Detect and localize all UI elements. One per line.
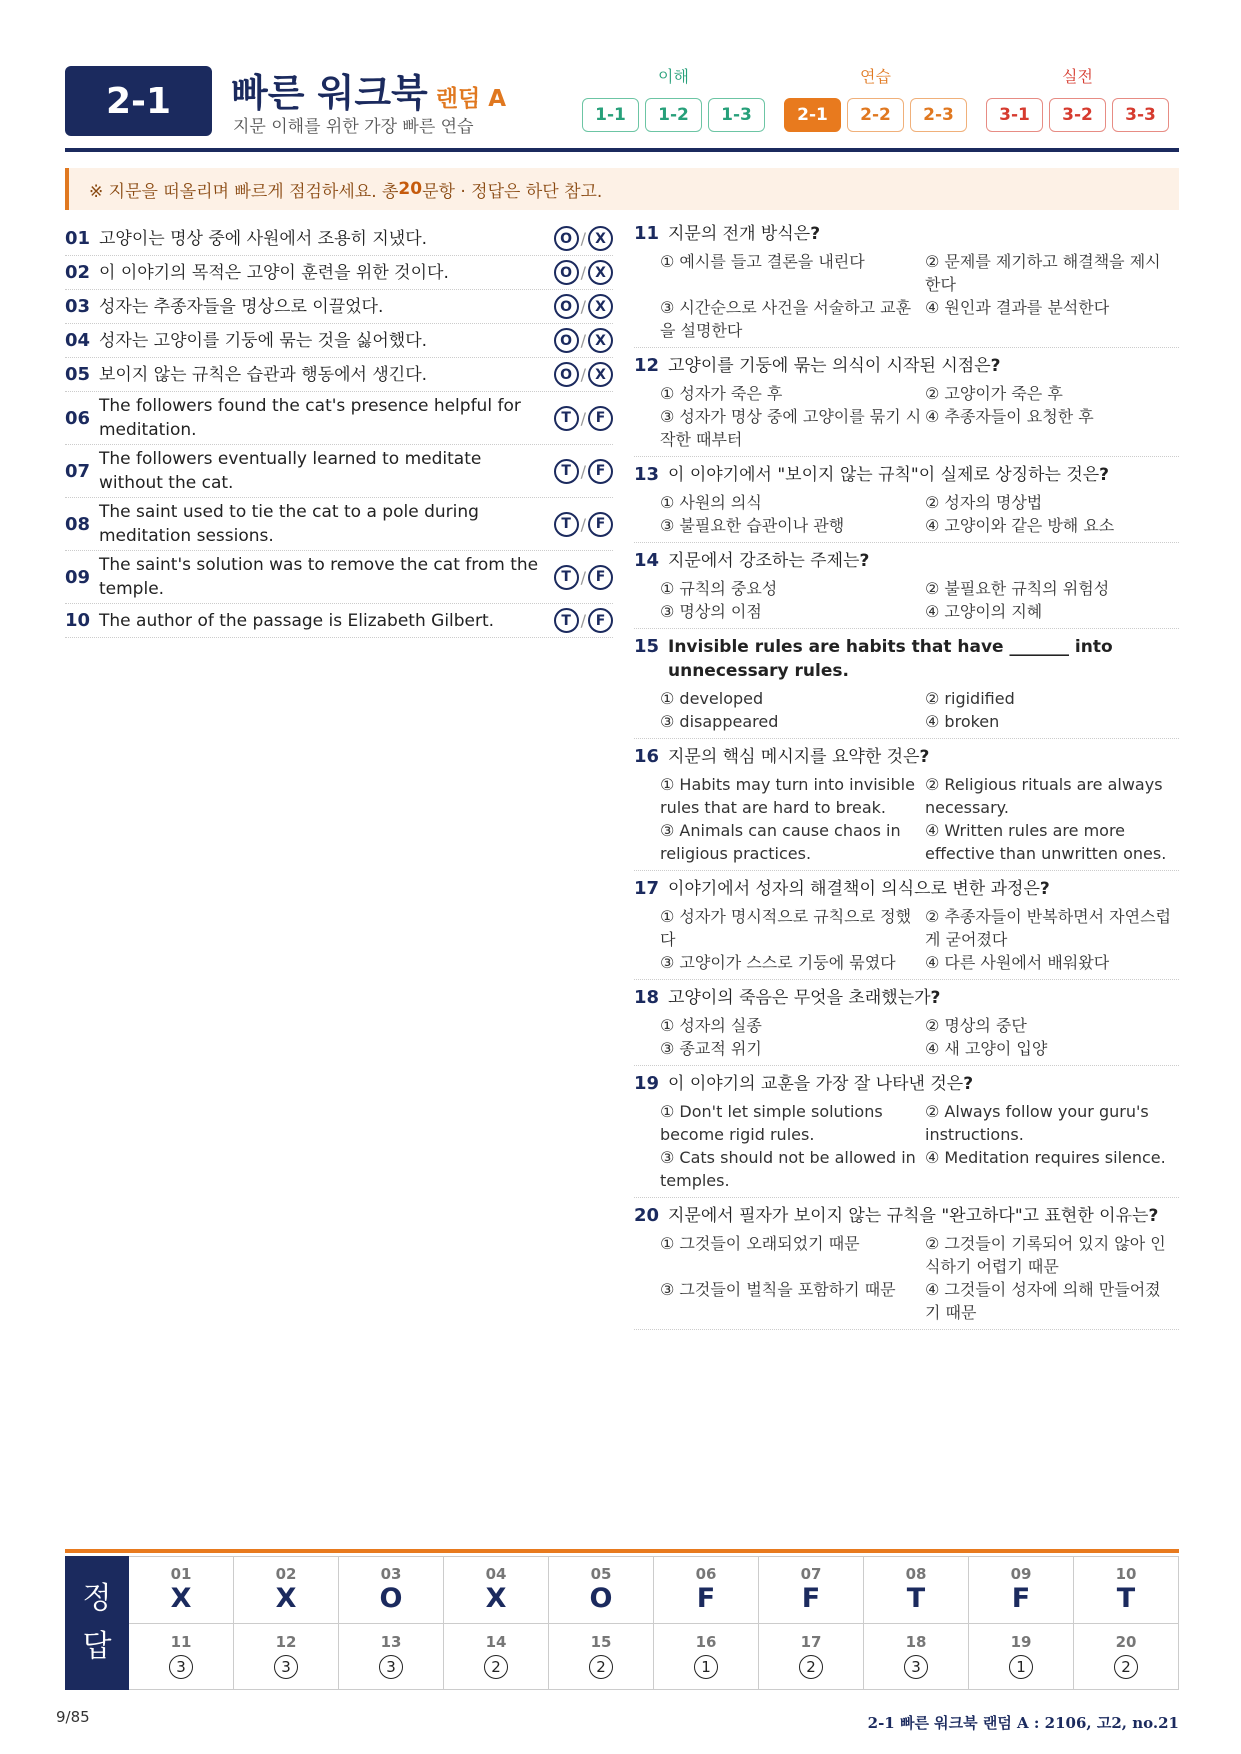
answer-option[interactable]: ① Habits may turn into invisible rules that are hard to break. [660,775,915,817]
answer-option[interactable]: ④ 고양이의 지혜 [925,602,1043,621]
answer-cell [654,1557,759,1624]
question-number: 20 [634,1205,660,1226]
question-text [668,354,1001,378]
tf-marks [541,608,613,633]
question-mark: ? [990,356,1001,376]
answer-choice-circle: 2 [1114,1655,1138,1679]
tf-statement: The followers found the cat's presence helpful for meditation. [99,396,521,440]
question-header [634,463,1179,487]
tf-marks [541,328,613,353]
answer-options [660,1232,1179,1324]
question-stem: 지문에서 강조하는 주제는 [668,551,860,571]
answer-option[interactable]: ③ 그것들이 벌칙을 포함하기 때문 [660,1280,896,1299]
tf-marks [541,459,613,484]
question-header [634,222,1179,246]
tf-number: 09 [65,566,91,588]
answer-option[interactable]: ② 성자의 명상법 [925,493,1043,512]
answer-number: 06 [695,1564,717,1583]
answer-value: X [170,1582,192,1614]
tf-statement: 성자는 고양이를 기둥에 묶는 것을 싫어했다. [99,330,428,351]
answer-grid [129,1556,1179,1690]
answer-option[interactable]: ② Religious rituals are always necessary. [925,775,1163,817]
choice-t-mark[interactable]: T [554,565,579,590]
answer-number: 16 [695,1633,717,1652]
answer-options [660,577,1179,623]
answer-number: 07 [800,1564,822,1583]
tf-item [65,445,613,498]
answer-options [660,382,1179,451]
page-header [65,60,1179,150]
tf-item [65,324,613,358]
question-number: 11 [634,223,660,244]
question-number: 16 [634,746,660,767]
answer-options [660,905,1179,974]
answer-value: X [275,1582,297,1614]
answer-number: 09 [1010,1564,1032,1583]
tf-number: 06 [65,407,91,429]
question-number: 15 [634,636,660,657]
nav-button-2-1[interactable]: 2-1 [784,98,841,132]
question-mark: ? [1148,1206,1159,1226]
question-header [634,549,1179,573]
question-header [634,986,1179,1010]
answer-number: 15 [590,1633,612,1652]
answer-option[interactable]: ④ 고양이와 같은 방해 요소 [925,516,1115,535]
answer-option[interactable]: ④ 그것들이 성자에 의해 만들어졌기 때문 [925,1280,1161,1322]
tf-item [65,222,613,256]
nav-group-label: 연습 [860,67,891,86]
tf-marks [541,362,613,387]
answer-number: 20 [1115,1633,1137,1652]
tf-item [65,498,613,551]
question-text [668,1204,1158,1228]
answer-cell [234,1557,339,1624]
question-header [634,745,1179,769]
question-text [668,877,1050,901]
slash-divider: / [580,567,586,587]
answer-option[interactable]: ② 불필요한 규칙의 위험성 [925,579,1110,598]
nav-button-3-2[interactable]: 3-2 [1049,98,1106,132]
question-mark: ? [1099,465,1110,485]
answer-options [660,250,1179,342]
tf-number: 07 [65,460,91,482]
answer-choice-circle: 2 [484,1655,508,1679]
choice-o-mark[interactable]: O [554,362,579,387]
choice-x-mark[interactable]: X [588,226,613,251]
question-mark: ? [859,551,870,571]
choice-t-mark[interactable]: T [554,512,579,537]
answer-cell [444,1624,549,1691]
tf-statement: 이 이야기의 목적은 고양이 훈련을 위한 것이다. [99,262,449,283]
header-divider [65,148,1179,152]
answer-number: 02 [275,1564,297,1583]
tf-number: 10 [65,610,91,631]
choice-f-mark[interactable]: F [588,565,613,590]
question-header [634,1204,1179,1228]
answer-option[interactable]: ③ 시간순으로 사건을 서술하고 교훈을 설명한다 [660,298,912,340]
slash-divider: / [580,297,586,316]
answer-label-bottom: 답 [82,1629,112,1664]
tf-statement: The author of the passage is Elizabeth Gilbert. [99,610,495,631]
tf-item [65,551,613,604]
tf-marks [541,406,613,431]
tf-item [65,392,613,445]
answer-option[interactable]: ② rigidified [925,689,1015,708]
answer-option[interactable]: ③ Cats should not be allowed in temples. [660,1148,916,1190]
true-false-list [65,222,613,638]
nav-button-3-3[interactable]: 3-3 [1112,98,1169,132]
nav-button-1-2[interactable]: 1-2 [645,98,702,132]
question-text [668,1072,973,1096]
question-item [634,463,1179,543]
answer-option[interactable]: ① 사원의 의식 [660,493,762,512]
nav-button-3-1[interactable]: 3-1 [986,98,1043,132]
question-item [634,1072,1179,1198]
question-stem: 이야기에서 성자의 해결책이 의식으로 변한 과정은 [668,879,1040,899]
tf-marks [541,226,613,251]
tf-statement: 보이지 않는 규칙은 습관과 행동에서 생긴다. [99,364,428,385]
answer-cell [234,1624,339,1691]
answer-choice-circle: 1 [1009,1655,1033,1679]
answer-choice-circle: 3 [274,1655,298,1679]
nav-group-label: 실전 [1062,67,1093,86]
question-stem: 고양이의 죽음은 무엇을 초래했는가 [668,988,931,1008]
question-header [634,354,1179,378]
answer-cell [759,1557,864,1624]
tf-statement: The saint used to tie the cat to a pole during meditation sessions. [99,502,479,546]
tf-number: 04 [65,330,91,351]
question-item [634,1204,1179,1330]
slash-divider: / [580,461,586,481]
choice-t-mark[interactable]: T [554,406,579,431]
answer-option[interactable]: ④ 추종자들이 요청한 후 [925,407,1094,426]
choice-x-mark[interactable]: X [588,328,613,353]
tf-marks [541,512,613,537]
tf-statement: 성자는 추종자들을 명상으로 이끌었다. [99,296,384,317]
answer-options [660,687,1179,733]
slash-divider: / [580,408,586,428]
nav-group-real [986,64,1169,132]
choice-x-mark[interactable]: X [588,294,613,319]
question-stem: 이 이야기에서 "보이지 않는 규칙"이 실제로 상징하는 것은 [668,465,1100,485]
answer-choice-circle: 3 [169,1655,193,1679]
tf-number: 02 [65,262,91,283]
answer-divider [65,1549,1179,1553]
unit-badge: 2-1 [65,66,212,136]
choice-o-mark[interactable]: O [554,226,579,251]
source-credit: 2-1 빠른 워크북 랜덤 A : 2106, 고2, no.21 [867,1714,1179,1732]
question-stem: Invisible rules are habits that have _______ into unnecessary rules. [668,637,1113,681]
answer-cell [339,1624,444,1691]
choice-x-mark[interactable]: X [588,260,613,285]
question-mark: ? [1039,879,1050,899]
answer-option[interactable]: ① Don't let simple solutions become rigid rules. [660,1102,883,1144]
choice-f-mark[interactable]: F [588,406,613,431]
nav-button-2-2[interactable]: 2-2 [847,98,904,132]
answer-number: 10 [1115,1564,1137,1583]
multiple-choice-list [634,222,1179,1336]
question-text [668,635,1179,683]
answer-cell [549,1557,654,1624]
answer-option[interactable]: ③ disappeared [660,712,779,731]
tf-number: 05 [65,364,91,385]
tf-number: 08 [65,513,91,535]
page-number: 9/85 [56,1708,90,1726]
answer-number: 18 [905,1633,927,1652]
tf-statement: The saint's solution was to remove the cat from the temple. [99,555,539,599]
answer-value: F [801,1582,821,1614]
answer-label [65,1556,129,1690]
question-mark: ? [810,224,821,244]
answer-cell [129,1557,234,1624]
answer-cell [864,1557,969,1624]
question-stem: 이 이야기의 교훈을 가장 잘 나타낸 것은 [668,1074,964,1094]
tf-number: 03 [65,296,91,317]
answer-number: 08 [905,1564,927,1583]
nav-group-label: 이해 [658,67,689,86]
slash-divider: / [580,263,586,282]
page-subtitle: 지문 이해를 위한 가장 빠른 연습 [233,117,474,137]
choice-o-mark[interactable]: O [554,260,579,285]
answer-cell [339,1557,444,1624]
answer-number: 13 [380,1633,402,1652]
tf-item [65,256,613,290]
instruction-notice [65,168,1179,210]
choice-o-mark[interactable]: O [554,294,579,319]
answer-cell [759,1624,864,1691]
answer-number: 05 [590,1564,612,1583]
choice-x-mark[interactable]: X [588,362,613,387]
answer-option[interactable]: ③ 명상의 이점 [660,602,762,621]
answer-number: 03 [380,1564,402,1583]
question-item [634,549,1179,629]
tf-number: 01 [65,228,91,249]
answer-cell [969,1557,1074,1624]
answer-option[interactable]: ① 규칙의 중요성 [660,579,778,598]
question-number: 14 [634,550,660,571]
answer-options [660,773,1179,865]
answer-value: X [485,1582,507,1614]
slash-divider: / [580,331,586,350]
answer-cell [444,1557,549,1624]
nav-button-1-3[interactable]: 1-3 [708,98,765,132]
answer-option[interactable]: ③ 고양이가 스스로 기둥에 묶였다 [660,953,896,972]
question-mark: ? [919,747,930,767]
answer-value: T [906,1582,926,1614]
question-number: 18 [634,987,660,1008]
slash-divider: / [580,365,586,384]
answer-option[interactable]: ③ 불필요한 습관이나 관행 [660,516,845,535]
answer-value: F [1011,1582,1031,1614]
answer-option[interactable]: ① 그것들이 오래되었기 때문 [660,1234,860,1253]
answer-option[interactable]: ① developed [660,689,764,708]
answer-choice-circle: 3 [379,1655,403,1679]
choice-t-mark[interactable]: T [554,608,579,633]
answer-option[interactable]: ② 명상의 중단 [925,1016,1027,1035]
answer-option[interactable]: ① 성자의 실종 [660,1016,762,1035]
answer-value: F [696,1582,716,1614]
answer-option[interactable]: ① 성자가 죽은 후 [660,384,783,403]
slash-divider: / [580,611,586,630]
question-number: 17 [634,878,660,899]
answer-number: 17 [800,1633,822,1652]
answer-option[interactable]: ④ Written rules are more effective than unwritten ones. [925,821,1167,863]
answer-cell [549,1624,654,1691]
answer-choice-circle: 1 [694,1655,718,1679]
answer-table [65,1556,1179,1690]
choice-o-mark[interactable]: O [554,328,579,353]
question-item [634,877,1179,980]
answer-number: 12 [275,1633,297,1652]
answer-option[interactable]: ② 문제를 제기하고 해결책을 제시한다 [925,252,1161,294]
notice-prefix: ※ 지문을 떠올리며 빠르게 점검하세요. 총 [89,181,399,202]
answer-option[interactable]: ① 성자가 명시적으로 규칙으로 정했다 [660,907,912,949]
nav-button-2-3[interactable]: 2-3 [910,98,967,132]
answer-options [660,1014,1179,1060]
answer-option[interactable]: ① 예시를 들고 결론을 내린다 [660,252,865,271]
answer-option[interactable]: ③ Animals can cause chaos in religious practices. [660,821,901,863]
question-item [634,986,1179,1066]
choice-f-mark[interactable]: F [588,459,613,484]
tf-item [65,358,613,392]
tf-item [65,604,613,638]
question-item [634,745,1179,871]
nav-button-1-1[interactable]: 1-1 [582,98,639,132]
answer-choice-circle: 2 [799,1655,823,1679]
nav-group-understand [582,64,765,132]
answer-option[interactable]: ④ broken [925,712,1000,731]
question-text [668,745,929,769]
notice-count: 20 [398,179,423,199]
tf-statement: 고양이는 명상 중에 사원에서 조용히 지냈다. [99,228,428,249]
question-number: 19 [634,1073,660,1094]
slash-divider: / [580,514,586,534]
notice-suffix: 문항 · 정답은 하단 참고. [422,181,603,202]
question-mark: ? [930,988,941,1008]
answer-option[interactable]: ② 추종자들이 반복하면서 자연스럽게 굳어졌다 [925,907,1171,949]
tf-item [65,290,613,324]
tf-marks [541,565,613,590]
question-header [634,635,1179,683]
answer-option[interactable]: ④ 새 고양이 입양 [925,1039,1048,1058]
choice-f-mark[interactable]: F [588,608,613,633]
question-item [634,635,1179,739]
answer-options [660,1100,1179,1192]
question-mark: ? [963,1074,974,1094]
answer-label-top: 정 [82,1581,112,1616]
question-text [668,549,869,573]
question-item [634,222,1179,348]
slash-divider: / [580,229,586,248]
question-header [634,877,1179,901]
question-item [634,354,1179,457]
answer-option[interactable]: ③ 종교적 위기 [660,1039,762,1058]
answer-option[interactable]: ② Always follow your guru's instructions. [925,1102,1149,1144]
question-header [634,1072,1179,1096]
question-text [668,986,940,1010]
answer-cell [654,1624,759,1691]
answer-number: 14 [485,1633,507,1652]
question-number: 12 [634,355,660,376]
tf-marks [541,294,613,319]
answer-number: 19 [1010,1633,1032,1652]
answer-option[interactable]: ② 그것들이 기록되어 있지 않아 인식하기 어렵기 때문 [925,1234,1166,1276]
answer-value: O [379,1582,403,1614]
answer-option[interactable]: ② 고양이가 죽은 후 [925,384,1063,403]
nav-group-practice [784,64,967,132]
answer-option[interactable]: ④ 다른 사원에서 배워왔다 [925,953,1110,972]
answer-option[interactable]: ④ Meditation requires silence. [925,1148,1166,1167]
answer-choice-circle: 2 [589,1655,613,1679]
answer-cell [1074,1557,1179,1624]
answer-option[interactable]: ③ 성자가 명상 중에 고양이를 묶기 시작한 때부터 [660,407,922,449]
answer-cell [969,1624,1074,1691]
question-stem: 지문에서 필자가 보이지 않는 규칙을 "완고하다"고 표현한 이유는 [668,1206,1149,1226]
answer-number: 01 [170,1564,192,1583]
question-stem: 지문의 전개 방식은 [668,224,811,244]
question-stem: 고양이를 기둥에 묶는 의식이 시작된 시점은 [668,356,991,376]
answer-value: T [1116,1582,1136,1614]
answer-value: O [589,1582,613,1614]
answer-choice-circle: 3 [904,1655,928,1679]
answer-number: 11 [170,1633,192,1652]
title-tag: 랜덤 A [435,86,507,112]
title-text: 빠른 워크북 [231,71,428,115]
answer-cell [864,1624,969,1691]
answer-options [660,491,1179,537]
question-text [668,222,820,246]
choice-t-mark[interactable]: T [554,459,579,484]
question-number: 13 [634,464,660,485]
answer-number: 04 [485,1564,507,1583]
question-text [668,463,1109,487]
page-title [231,62,506,117]
question-stem: 지문의 핵심 메시지를 요약한 것은 [668,747,920,767]
tf-statement: The followers eventually learned to meditate without the cat. [99,449,482,493]
answer-option[interactable]: ④ 원인과 결과를 분석한다 [925,298,1110,317]
choice-f-mark[interactable]: F [588,512,613,537]
answer-cell [1074,1624,1179,1691]
answer-cell [129,1624,234,1691]
tf-marks [541,260,613,285]
